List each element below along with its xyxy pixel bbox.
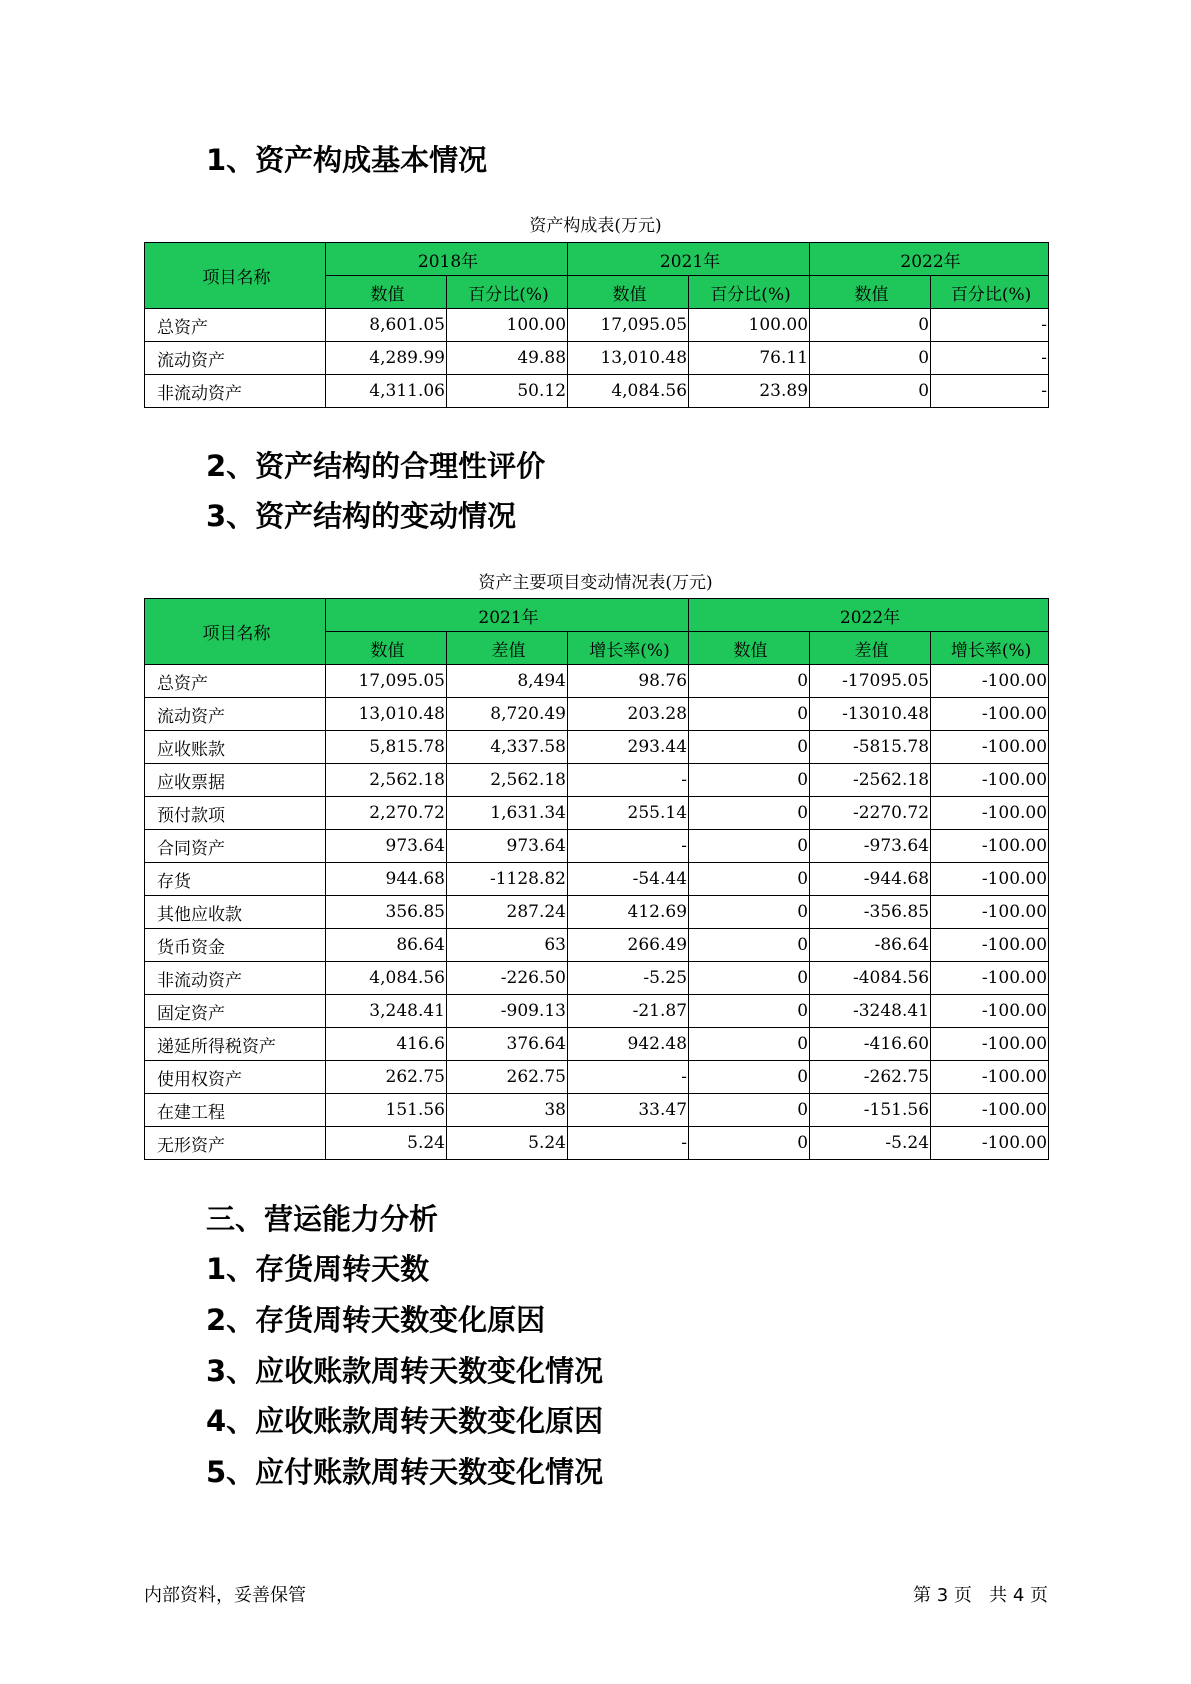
table2-row [145,863,1049,896]
row-label-cell: 固定资产 [145,995,326,1028]
table1-year-header: 2021年 [568,243,810,276]
table2-subheader: 增长率(%) [568,632,689,665]
table2-row [145,797,1049,830]
footer-page-number: 第 3 页 共 4 页 [913,1585,1048,1606]
table2-row [145,929,1049,962]
section-heading-inventory-turnover-reasons: 2、存货周转天数变化原因 [206,1303,546,1337]
value-cell: 942.48 [568,1028,689,1061]
value-cell: 255.14 [568,797,689,830]
value-cell: -100.00 [931,1094,1049,1127]
row-label-cell: 流动资产 [145,698,326,731]
value-cell: -100.00 [931,797,1049,830]
value-cell: 266.49 [568,929,689,962]
value-cell: 151.56 [326,1094,447,1127]
table2-row [145,1028,1049,1061]
value-cell: 0 [689,797,810,830]
value-cell: 4,337.58 [447,731,568,764]
value-cell: 0 [689,665,810,698]
value-cell: - [568,764,689,797]
table1-corner-header: 项目名称 [145,243,326,309]
value-cell: 4,084.56 [568,375,689,408]
value-cell: 33.47 [568,1094,689,1127]
value-cell: 8,494 [447,665,568,698]
value-cell: 0 [689,1127,810,1160]
value-cell: -21.87 [568,995,689,1028]
value-cell: -5.25 [568,962,689,995]
value-cell: 203.28 [568,698,689,731]
section-heading-receivable-turnover-reasons: 4、应收账款周转天数变化原因 [206,1404,604,1438]
row-label-cell: 预付款项 [145,797,326,830]
value-cell: -100.00 [931,962,1049,995]
value-cell: -100.00 [931,863,1049,896]
value-cell: 0 [689,764,810,797]
value-cell: 0 [689,962,810,995]
row-label-cell: 应收账款 [145,731,326,764]
value-cell: 0 [810,309,931,342]
table2-row [145,698,1049,731]
value-cell: 416.6 [326,1028,447,1061]
value-cell: -973.64 [810,830,931,863]
value-cell: 973.64 [326,830,447,863]
table2-row [145,731,1049,764]
value-cell: 3,248.41 [326,995,447,1028]
row-label-cell: 应收票据 [145,764,326,797]
table1-subheader: 数值 [568,276,689,309]
row-label-cell: 总资产 [145,309,326,342]
row-label-cell: 货币资金 [145,929,326,962]
value-cell: -2270.72 [810,797,931,830]
value-cell: 0 [689,698,810,731]
value-cell: 86.64 [326,929,447,962]
value-cell: 0 [689,896,810,929]
value-cell: 98.76 [568,665,689,698]
value-cell: -100.00 [931,665,1049,698]
value-cell: 23.89 [689,375,810,408]
value-cell: -100.00 [931,1028,1049,1061]
row-label-cell: 非流动资产 [145,962,326,995]
row-label-cell: 合同资产 [145,830,326,863]
section-heading-payable-turnover-changes: 5、应付账款周转天数变化情况 [206,1455,604,1489]
table2-row [145,995,1049,1028]
table1-row [145,375,1049,408]
value-cell: 1,631.34 [447,797,568,830]
table1-body [145,309,1049,408]
row-label-cell: 流动资产 [145,342,326,375]
section-heading-inventory-turnover-days: 1、存货周转天数 [206,1252,430,1286]
row-label-cell: 存货 [145,863,326,896]
value-cell: -2562.18 [810,764,931,797]
value-cell: 0 [689,1028,810,1061]
table2-subheader: 差值 [810,632,931,665]
row-label-cell: 其他应收款 [145,896,326,929]
value-cell: 0 [689,731,810,764]
value-cell: 262.75 [447,1061,568,1094]
value-cell: -54.44 [568,863,689,896]
value-cell: - [931,342,1049,375]
value-cell: 0 [689,1094,810,1127]
table1-row [145,309,1049,342]
table1-row [145,342,1049,375]
value-cell: 100.00 [447,309,568,342]
table1-caption: 资产构成表(万元) [529,216,662,236]
value-cell: -100.00 [931,698,1049,731]
value-cell: -100.00 [931,1127,1049,1160]
value-cell: 2,562.18 [326,764,447,797]
row-label-cell: 在建工程 [145,1094,326,1127]
row-label-cell: 使用权资产 [145,1061,326,1094]
table2-body [145,665,1049,1160]
table1-subheader: 百分比(%) [931,276,1049,309]
value-cell: 0 [689,929,810,962]
table2-row [145,1061,1049,1094]
value-cell: 76.11 [689,342,810,375]
value-cell: 0 [689,995,810,1028]
value-cell: 38 [447,1094,568,1127]
table2-row [145,1094,1049,1127]
value-cell: -17095.05 [810,665,931,698]
value-cell: 100.00 [689,309,810,342]
value-cell: 5.24 [326,1127,447,1160]
value-cell: 412.69 [568,896,689,929]
value-cell: -100.00 [931,764,1049,797]
value-cell: 944.68 [326,863,447,896]
table1-subheader: 数值 [326,276,447,309]
value-cell: -262.75 [810,1061,931,1094]
value-cell: 17,095.05 [326,665,447,698]
value-cell: 0 [689,830,810,863]
value-cell: -226.50 [447,962,568,995]
value-cell: 0 [810,342,931,375]
value-cell: -1128.82 [447,863,568,896]
value-cell: -100.00 [931,995,1049,1028]
value-cell: -356.85 [810,896,931,929]
row-label-cell: 非流动资产 [145,375,326,408]
section-heading-receivable-turnover-changes: 3、应收账款周转天数变化情况 [206,1354,604,1388]
value-cell: 2,562.18 [447,764,568,797]
value-cell: 8,601.05 [326,309,447,342]
table1-year-header: 2018年 [326,243,568,276]
table2-subheader: 数值 [689,632,810,665]
value-cell: -416.60 [810,1028,931,1061]
value-cell: - [568,1061,689,1094]
value-cell: 13,010.48 [326,698,447,731]
value-cell: 2,270.72 [326,797,447,830]
section-heading-structure-evaluation: 2、资产结构的合理性评价 [206,449,546,483]
value-cell: 4,311.06 [326,375,447,408]
value-cell: -100.00 [931,731,1049,764]
section-heading-structure-changes: 3、资产结构的变动情况 [206,499,517,533]
value-cell: 4,289.99 [326,342,447,375]
value-cell: 262.75 [326,1061,447,1094]
table1-subheader: 数值 [810,276,931,309]
table1-year-header: 2022年 [810,243,1049,276]
value-cell: - [568,1127,689,1160]
section-heading-asset-composition: 1、资产构成基本情况 [206,143,488,177]
row-label-cell: 总资产 [145,665,326,698]
value-cell: - [568,830,689,863]
table2-row [145,962,1049,995]
section-heading-operating-capacity: 三、营运能力分析 [206,1202,439,1236]
asset-changes-table [144,598,1049,1160]
value-cell: 8,720.49 [447,698,568,731]
table2-caption: 资产主要项目变动情况表(万元) [478,573,713,593]
footer-confidential-note: 内部资料，妥善保管 [144,1585,306,1606]
value-cell: -100.00 [931,830,1049,863]
value-cell: -151.56 [810,1094,931,1127]
value-cell: 5.24 [447,1127,568,1160]
value-cell: 5,815.78 [326,731,447,764]
value-cell: 376.64 [447,1028,568,1061]
value-cell: 973.64 [447,830,568,863]
table1-subheader: 百分比(%) [689,276,810,309]
table2-subheader: 增长率(%) [931,632,1049,665]
value-cell: -4084.56 [810,962,931,995]
table2-year-header: 2022年 [689,599,1049,632]
value-cell: 17,095.05 [568,309,689,342]
value-cell: 0 [810,375,931,408]
value-cell: 49.88 [447,342,568,375]
table2-subheader: 数值 [326,632,447,665]
table2-row [145,764,1049,797]
value-cell: -100.00 [931,1061,1049,1094]
table2-row [145,830,1049,863]
value-cell: 0 [689,863,810,896]
value-cell: 356.85 [326,896,447,929]
row-label-cell: 递延所得税资产 [145,1028,326,1061]
table2-row [145,665,1049,698]
asset-composition-table [144,242,1049,408]
value-cell: 63 [447,929,568,962]
value-cell: -5815.78 [810,731,931,764]
value-cell: -86.64 [810,929,931,962]
value-cell: -100.00 [931,896,1049,929]
row-label-cell: 无形资产 [145,1127,326,1160]
value-cell: 0 [689,1061,810,1094]
table2-year-header: 2021年 [326,599,689,632]
value-cell: 4,084.56 [326,962,447,995]
table2-subheader: 差值 [447,632,568,665]
value-cell: - [931,309,1049,342]
value-cell: 13,010.48 [568,342,689,375]
table1-subheader: 百分比(%) [447,276,568,309]
value-cell: -3248.41 [810,995,931,1028]
value-cell: 50.12 [447,375,568,408]
table2-row [145,896,1049,929]
table2-row [145,1127,1049,1160]
value-cell: 293.44 [568,731,689,764]
value-cell: -5.24 [810,1127,931,1160]
value-cell: - [931,375,1049,408]
value-cell: -13010.48 [810,698,931,731]
value-cell: -909.13 [447,995,568,1028]
value-cell: 287.24 [447,896,568,929]
value-cell: -944.68 [810,863,931,896]
table2-corner-header: 项目名称 [145,599,326,665]
value-cell: -100.00 [931,929,1049,962]
